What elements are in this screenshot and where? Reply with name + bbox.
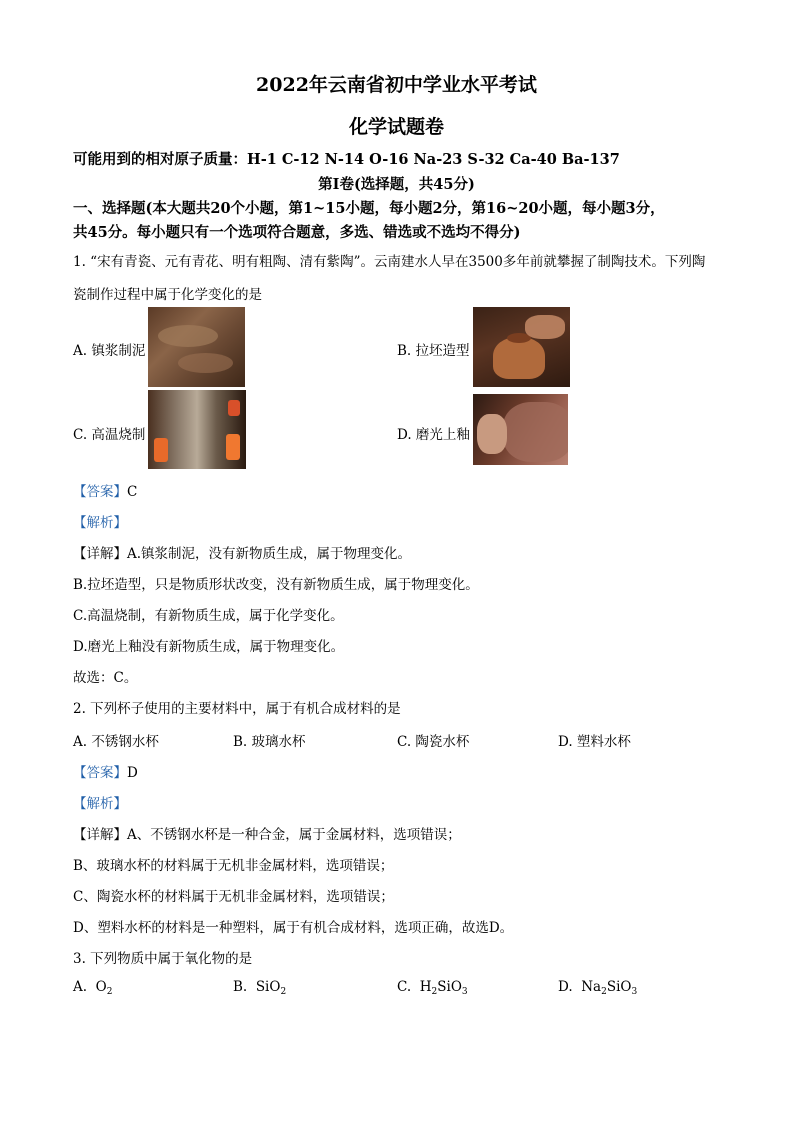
formula: O: [95, 979, 107, 995]
volume-title: 第Ⅰ卷(选择题，共45分): [318, 176, 475, 193]
q1-option-b: B. 拉坯造型: [397, 343, 470, 359]
q2-detail-2: B、玻璃水杯的材料属于无机非金属材料，选项错误；: [73, 858, 394, 874]
q1-answer: [73, 480, 137, 500]
answer-tag: 【答案】: [73, 484, 127, 500]
q2-answer: [73, 761, 138, 781]
formula: H: [419, 979, 432, 995]
option-letter: C.: [397, 979, 412, 995]
q1-detail-1: [73, 542, 411, 562]
formula: SiO: [255, 979, 281, 995]
q1-conclusion: 故选：C。: [73, 670, 138, 686]
option-letter: D.: [558, 979, 573, 995]
q1-detail-3: C.高温烧制，有新物质生成，属于化学变化。: [73, 608, 344, 624]
q1-option-d: D. 磨光上釉: [397, 427, 470, 443]
q1-option-a: A. 镇浆制泥: [73, 343, 146, 359]
subscript: 2: [280, 987, 287, 997]
answer-tag: 【答案】: [73, 765, 127, 781]
q1-stem-line1: 1. “宋有青瓷、元有青花、明有粗陶、清有紫陶”。云南建水人早在3500多年前就攀握了制陶技术。下列陶: [73, 254, 706, 270]
option-letter: A.: [73, 979, 88, 995]
exam-subtitle: 化学试题卷: [348, 116, 444, 138]
q1-option-c: C. 高温烧制: [73, 427, 146, 443]
answer-value: C: [127, 484, 138, 500]
q2-stem: 2. 下列杯子使用的主要材料中，属于有机合成材料的是: [73, 701, 401, 717]
section-instructions-2: 共45分。每小题只有一个选项符合题意，多选、错选或不选均不得分): [73, 224, 521, 241]
detail-text: A、不锈钢水杯是一种合金，属于金属材料，选项错误；: [127, 827, 461, 843]
q1-option-d-photo: [473, 394, 568, 465]
answer-value: D: [127, 765, 138, 781]
subscript: 2: [106, 987, 113, 997]
q1-detail-4: D.磨光上釉没有新物质生成，属于物理变化。: [73, 639, 345, 655]
q2-option-a: A. 不锈钢水杯: [73, 734, 159, 750]
option-letter: B.: [233, 979, 248, 995]
q2-detail-3: C、陶瓷水杯的材料属于无机非金属材料，选项错误；: [73, 889, 394, 905]
q2-detail-1: [73, 823, 461, 843]
q2-detail-4: D、塑料水杯的材料是一种塑料，属于有机合成材料，选项正确，故选D。: [73, 920, 514, 936]
formula-rest: SiO: [606, 979, 632, 995]
exam-title: 2022年云南省初中学业水平考试: [256, 74, 537, 96]
q1-analysis-tag: 【解析】: [73, 515, 127, 531]
detail-tag: 【详解】: [73, 546, 127, 562]
q2-analysis-tag: 【解析】: [73, 796, 127, 812]
section-instructions-1: 一、选择题(本大题共20个小题，第1~15小题，每小题2分，第16~20小题，每小题3分，: [73, 200, 665, 217]
formula: Na: [581, 979, 602, 995]
q3-stem: 3. 下列物质中属于氧化物的是: [73, 951, 253, 967]
q1-option-c-photo: [148, 390, 246, 469]
q2-option-b: B. 玻璃水杯: [233, 734, 306, 750]
q3-option-b: [233, 979, 286, 997]
q2-option-d: D. 塑料水杯: [558, 734, 631, 750]
q1-option-a-photo: [148, 307, 245, 387]
q1-stem-line2: 瓷制作过程中属于化学变化的是: [73, 287, 262, 303]
subscript: 2: [431, 987, 438, 997]
q3-option-d: [558, 979, 637, 997]
formula-rest: SiO: [437, 979, 462, 995]
detail-tag: 【详解】: [73, 827, 127, 843]
q1-option-b-photo: [473, 307, 570, 387]
subscript: 2: [601, 987, 607, 997]
q2-option-c: C. 陶瓷水杯: [397, 734, 470, 750]
subscript: 3: [631, 987, 638, 997]
subscript: 3: [461, 987, 468, 997]
atomic-masses: 可能用到的相对原子质量：H-1 C-12 N-14 O-16 Na-23 S-32 Ca-40 Ba-137: [73, 151, 620, 168]
q3-option-c: [397, 979, 468, 997]
q1-detail-2: B.拉坯造型，只是物质形状改变，没有新物质生成，属于物理变化。: [73, 577, 479, 593]
q3-option-a: [73, 979, 112, 997]
detail-text: A.镇浆制泥，没有新物质生成，属于物理变化。: [127, 546, 412, 562]
